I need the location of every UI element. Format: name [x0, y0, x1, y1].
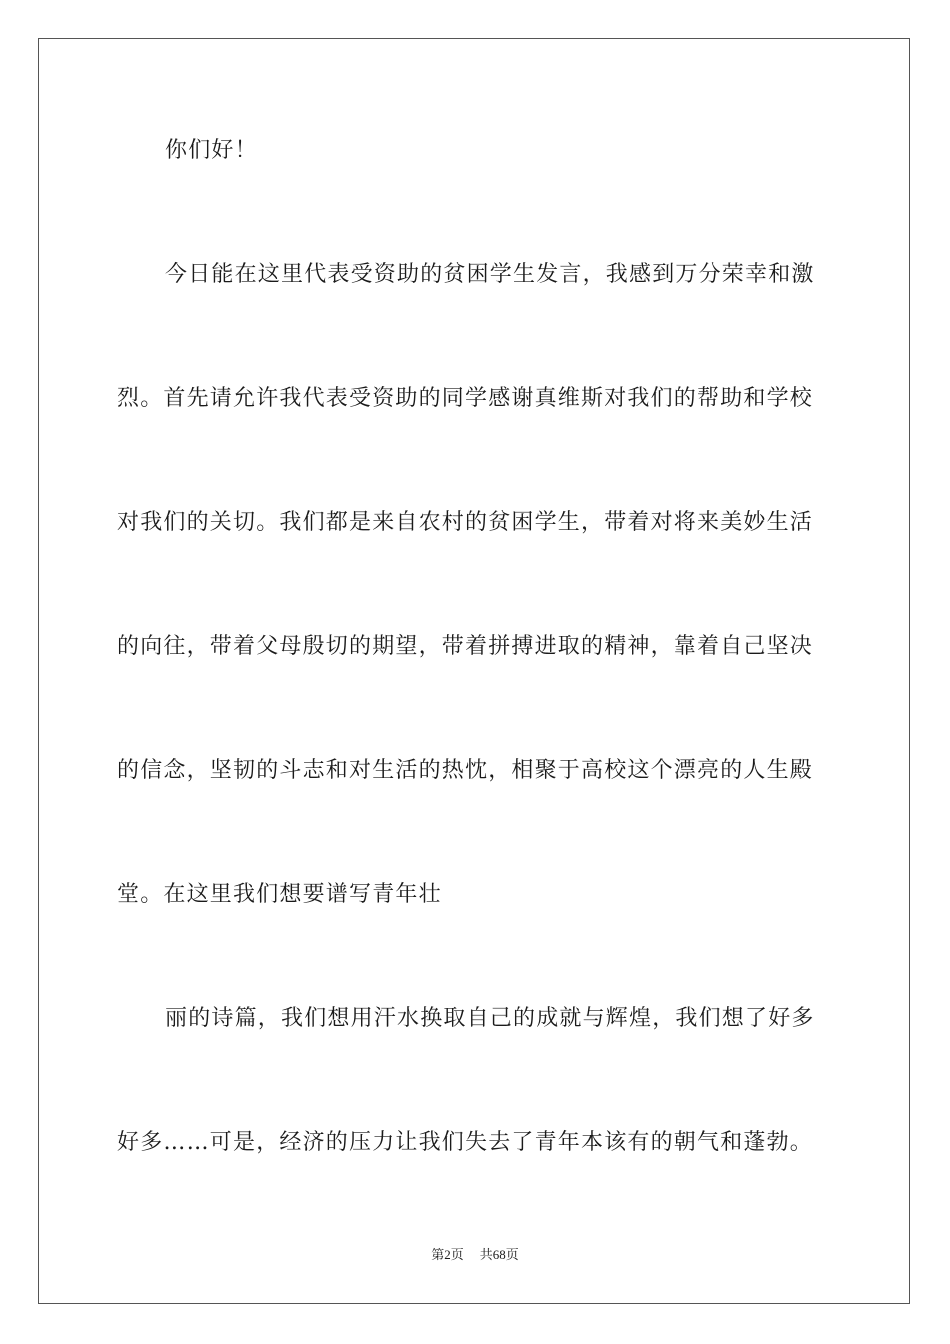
paragraph-line: 堂。在这里我们想要谱写青年壮: [117, 882, 442, 907]
page-total: 共68页: [479, 1247, 519, 1262]
page-footer: [0, 1244, 950, 1263]
paragraph-line: 好多……可是，经济的压力让我们失去了青年本该有的朝气和蓬勃。: [117, 1130, 814, 1155]
page-border: [38, 38, 910, 1304]
paragraph-line: 的向往，带着父母殷切的期望，带着拼搏进取的精神，靠着自己坚决: [117, 634, 814, 659]
paragraph-line: 今日能在这里代表受资助的贫困学生发言，我感到万分荣幸和激: [165, 262, 815, 287]
paragraph-line: 对我们的关切。我们都是来自农村的贫困学生，带着对将来美妙生活: [117, 510, 814, 535]
paragraph-line: 丽的诗篇，我们想用汗水换取自己的成就与辉煌，我们想了好多: [165, 1006, 815, 1031]
page-number: 第2页: [431, 1247, 464, 1262]
greeting-line: 你们好！: [165, 138, 258, 163]
paragraph-line: 的信念，坚韧的斗志和对生活的热忱，相聚于高校这个漂亮的人生殿: [117, 758, 814, 783]
paragraph-line: 烈。首先请允许我代表受资助的同学感谢真维斯对我们的帮助和学校: [117, 386, 814, 411]
